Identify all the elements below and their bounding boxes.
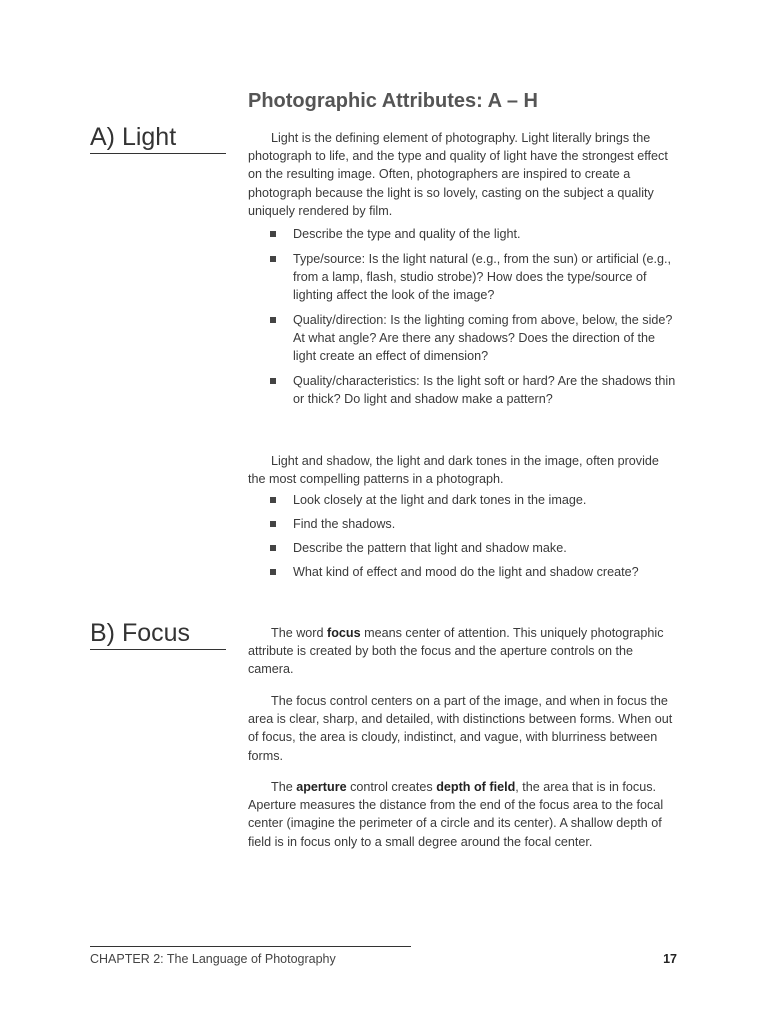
bullet-text: Type/source: Is the light natural (e.g., from the sun) or artificial (e.g., from a lamp, flash, studio strobe)? How does the type/source of lighting affect the look of the image? (293, 251, 671, 303)
square-bullet-icon (270, 569, 276, 575)
light-shadow-paragraph: Light and shadow, the light and dark tones in the image, often provide the most compelling patterns in a photograph. (248, 454, 659, 487)
list-item (270, 311, 680, 366)
list-item (270, 539, 680, 557)
term-aperture: aperture (296, 780, 347, 794)
square-bullet-icon (270, 545, 276, 551)
bullet-text: Describe the pattern that light and shadow make. (293, 541, 567, 555)
footer-rule (90, 946, 411, 947)
light-bullet-list (270, 225, 680, 415)
footer-chapter-title: CHAPTER 2: The Language of Photography (90, 952, 336, 966)
bullet-text: Look closely at the light and dark tones in the image. (293, 493, 587, 507)
focus-paragraph-1: The word focus means center of attention. This uniquely photographic attribute is created by both the focus and the aperture controls on the camera. (248, 626, 664, 677)
term-depth-of-field: depth of field (436, 780, 516, 794)
focus-paragraph-2: The focus control centers on a part of the image, and when in focus the area is clear, sharp, and detailed, with distinctions between forms. When out of focus, the area is cloudy, indistinct, and vague, with blurriness between forms. (248, 694, 673, 763)
bullet-text: Describe the type and quality of the light. (293, 227, 521, 241)
bullet-text: Quality/direction: Is the lighting coming from above, below, the side? At what angle? Are there any shadows? Does the direction of the light create an effect of dimension? (293, 313, 673, 364)
page-number: 17 (663, 952, 677, 966)
square-bullet-icon (270, 521, 276, 527)
list-item (270, 491, 680, 509)
section-heading-focus: B) Focus (90, 620, 226, 650)
square-bullet-icon (270, 256, 276, 262)
list-item (270, 250, 680, 305)
list-item (270, 372, 680, 408)
square-bullet-icon (270, 378, 276, 384)
bullet-text: Quality/characteristics: Is the light soft or hard? Are the shadows thin or thick? Do light and shadow make a pattern? (293, 374, 676, 407)
shadow-bullet-list (270, 491, 680, 587)
square-bullet-icon (270, 317, 276, 323)
page-title: Photographic Attributes: A – H (248, 90, 538, 112)
square-bullet-icon (270, 231, 276, 237)
list-item (270, 515, 680, 533)
bullet-text: What kind of effect and mood do the light and shadow create? (293, 565, 639, 579)
square-bullet-icon (270, 497, 276, 503)
bullet-text: Find the shadows. (293, 517, 396, 531)
list-item (270, 563, 680, 581)
section-heading-light: A) Light (90, 124, 226, 154)
list-item (270, 225, 680, 243)
light-intro-paragraph: Light is the defining element of photography. Light literally brings the photograph to life, and the type and quality of light have the strongest effect on the resulting image. Often, photographers are inspired to create a photograph because the light is so lovely, casting on the subject a quality uniquely rendered by film. (248, 131, 668, 218)
focus-paragraph-3: The aperture control creates depth of field, the area that is in focus. Aperture measures the distance from the end of the focus area to the focal center (imagine the perimeter of a circle and its center). A shallow depth of field is in focus only to a small degree around the focal center. (248, 780, 664, 849)
term-focus: focus (327, 626, 361, 640)
